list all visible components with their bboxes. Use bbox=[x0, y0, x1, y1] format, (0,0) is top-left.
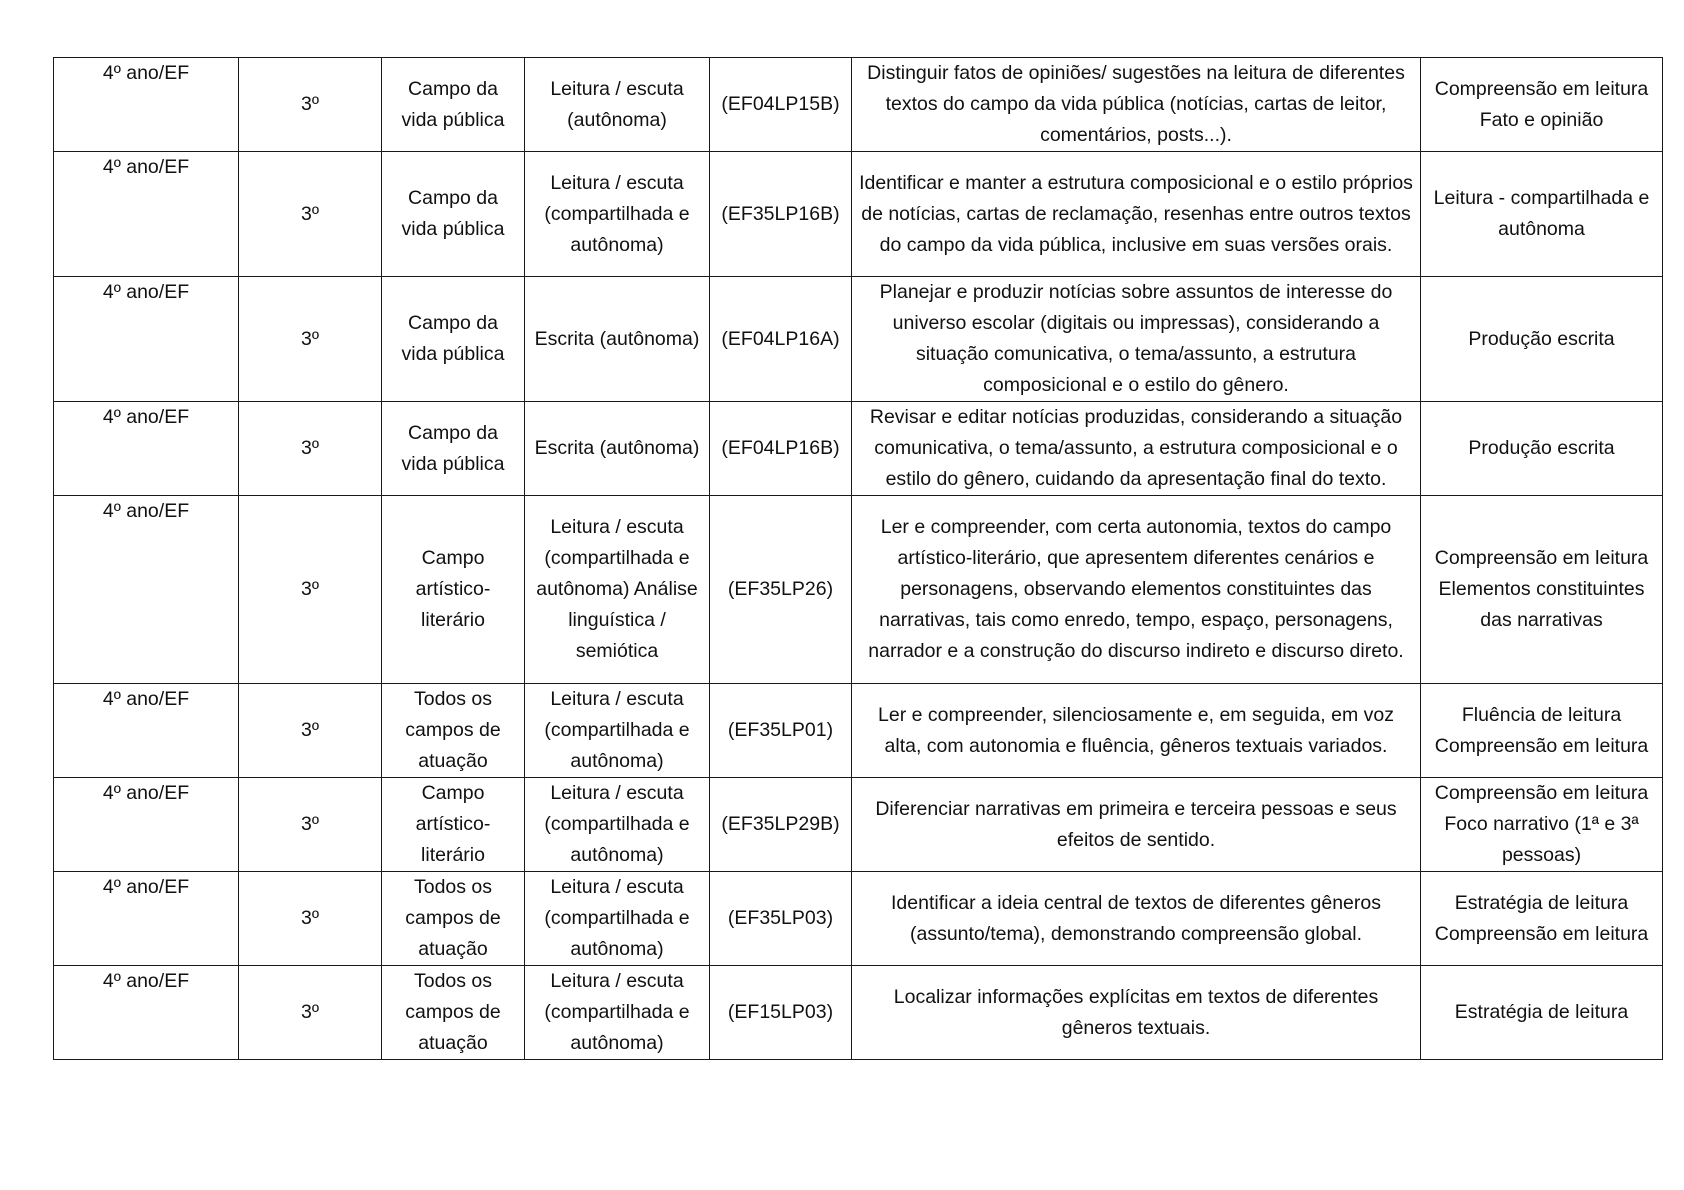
table-row bbox=[54, 152, 1663, 277]
table-row bbox=[54, 966, 1663, 1060]
field-cell: Campo artístico-literário bbox=[382, 778, 525, 872]
knowledge-object-cell: Fluência de leitura Compreensão em leitura bbox=[1421, 684, 1663, 778]
bimester-cell: 3º bbox=[239, 872, 382, 966]
code-cell: (EF35LP03) bbox=[710, 872, 852, 966]
table-row bbox=[54, 872, 1663, 966]
bimester-cell: 3º bbox=[239, 778, 382, 872]
year-cell: 4º ano/EF bbox=[54, 872, 239, 966]
year-cell: 4º ano/EF bbox=[54, 402, 239, 496]
knowledge-object-cell: Compreensão em leitura Elementos constituintes das narrativas bbox=[1421, 496, 1663, 684]
practice-cell: Leitura / escuta (compartilhada e autônoma) bbox=[525, 966, 710, 1060]
bimester-cell: 3º bbox=[239, 496, 382, 684]
knowledge-object-cell: Leitura - compartilhada e autônoma bbox=[1421, 152, 1663, 277]
year-cell: 4º ano/EF bbox=[54, 496, 239, 684]
knowledge-object-cell: Estratégia de leitura Compreensão em leitura bbox=[1421, 872, 1663, 966]
document-page bbox=[53, 57, 1663, 1060]
skill-cell: Localizar informações explícitas em textos de diferentes gêneros textuais. bbox=[852, 966, 1421, 1060]
code-cell: (EF35LP16B) bbox=[710, 152, 852, 277]
year-cell: 4º ano/EF bbox=[54, 778, 239, 872]
skill-cell: Identificar e manter a estrutura composicional e o estilo próprios de notícias, cartas de reclamação, resenhas entre outros textos do campo da vida pública, inclusive em suas versões orais. bbox=[852, 152, 1421, 277]
code-cell: (EF35LP29B) bbox=[710, 778, 852, 872]
table-row bbox=[54, 778, 1663, 872]
knowledge-object-cell: Compreensão em leitura Foco narrativo (1ª e 3ª pessoas) bbox=[1421, 778, 1663, 872]
bimester-cell: 3º bbox=[239, 58, 382, 152]
knowledge-object-cell: Estratégia de leitura bbox=[1421, 966, 1663, 1060]
bimester-cell: 3º bbox=[239, 966, 382, 1060]
field-cell: Campo da vida pública bbox=[382, 402, 525, 496]
bimester-cell: 3º bbox=[239, 277, 382, 402]
practice-cell: Leitura / escuta (compartilhada e autônoma) bbox=[525, 152, 710, 277]
skill-cell: Ler e compreender, com certa autonomia, textos do campo artístico-literário, que apresentem diferentes cenários e personagens, observando elementos constituintes das narrativas, tais como enredo, tempo, espaço, personagens, narrador e a construção do discurso indireto e discurso direto. bbox=[852, 496, 1421, 684]
code-cell: (EF35LP01) bbox=[710, 684, 852, 778]
curriculum-table bbox=[53, 57, 1663, 1060]
year-cell: 4º ano/EF bbox=[54, 684, 239, 778]
skill-cell: Planejar e produzir notícias sobre assuntos de interesse do universo escolar (digitais ou impressas), considerando a situação comunicativa, o tema/assunto, a estrutura composicional e o estilo do gênero. bbox=[852, 277, 1421, 402]
field-cell: Campo da vida pública bbox=[382, 58, 525, 152]
code-cell: (EF04LP16B) bbox=[710, 402, 852, 496]
field-cell: Todos os campos de atuação bbox=[382, 966, 525, 1060]
bimester-cell: 3º bbox=[239, 684, 382, 778]
knowledge-object-cell: Compreensão em leitura Fato e opinião bbox=[1421, 58, 1663, 152]
code-cell: (EF15LP03) bbox=[710, 966, 852, 1060]
knowledge-object-cell: Produção escrita bbox=[1421, 277, 1663, 402]
practice-cell: Escrita (autônoma) bbox=[525, 402, 710, 496]
year-cell: 4º ano/EF bbox=[54, 277, 239, 402]
practice-cell: Leitura / escuta (compartilhada e autônoma) bbox=[525, 872, 710, 966]
field-cell: Campo da vida pública bbox=[382, 277, 525, 402]
table-row bbox=[54, 496, 1663, 684]
practice-cell: Leitura / escuta (compartilhada e autônoma) Análise linguística / semiótica bbox=[525, 496, 710, 684]
skill-cell: Revisar e editar notícias produzidas, considerando a situação comunicativa, o tema/assunto, a estrutura composicional e o estilo do gênero, cuidando da apresentação final do texto. bbox=[852, 402, 1421, 496]
skill-cell: Distinguir fatos de opiniões/ sugestões na leitura de diferentes textos do campo da vida pública (notícias, cartas de leitor, comentários, posts...). bbox=[852, 58, 1421, 152]
bimester-cell: 3º bbox=[239, 152, 382, 277]
practice-cell: Escrita (autônoma) bbox=[525, 277, 710, 402]
table-row bbox=[54, 277, 1663, 402]
year-cell: 4º ano/EF bbox=[54, 152, 239, 277]
table-row bbox=[54, 402, 1663, 496]
practice-cell: Leitura / escuta (compartilhada e autônoma) bbox=[525, 778, 710, 872]
field-cell: Todos os campos de atuação bbox=[382, 872, 525, 966]
skill-cell: Ler e compreender, silenciosamente e, em seguida, em voz alta, com autonomia e fluência, gêneros textuais variados. bbox=[852, 684, 1421, 778]
field-cell: Campo artístico-literário bbox=[382, 496, 525, 684]
year-cell: 4º ano/EF bbox=[54, 966, 239, 1060]
code-cell: (EF35LP26) bbox=[710, 496, 852, 684]
skill-cell: Diferenciar narrativas em primeira e terceira pessoas e seus efeitos de sentido. bbox=[852, 778, 1421, 872]
table-row bbox=[54, 684, 1663, 778]
year-cell: 4º ano/EF bbox=[54, 58, 239, 152]
practice-cell: Leitura / escuta (compartilhada e autônoma) bbox=[525, 684, 710, 778]
field-cell: Campo da vida pública bbox=[382, 152, 525, 277]
bimester-cell: 3º bbox=[239, 402, 382, 496]
code-cell: (EF04LP16A) bbox=[710, 277, 852, 402]
field-cell: Todos os campos de atuação bbox=[382, 684, 525, 778]
table-row bbox=[54, 58, 1663, 152]
skill-cell: Identificar a ideia central de textos de diferentes gêneros (assunto/tema), demonstrando compreensão global. bbox=[852, 872, 1421, 966]
knowledge-object-cell: Produção escrita bbox=[1421, 402, 1663, 496]
code-cell: (EF04LP15B) bbox=[710, 58, 852, 152]
practice-cell: Leitura / escuta (autônoma) bbox=[525, 58, 710, 152]
